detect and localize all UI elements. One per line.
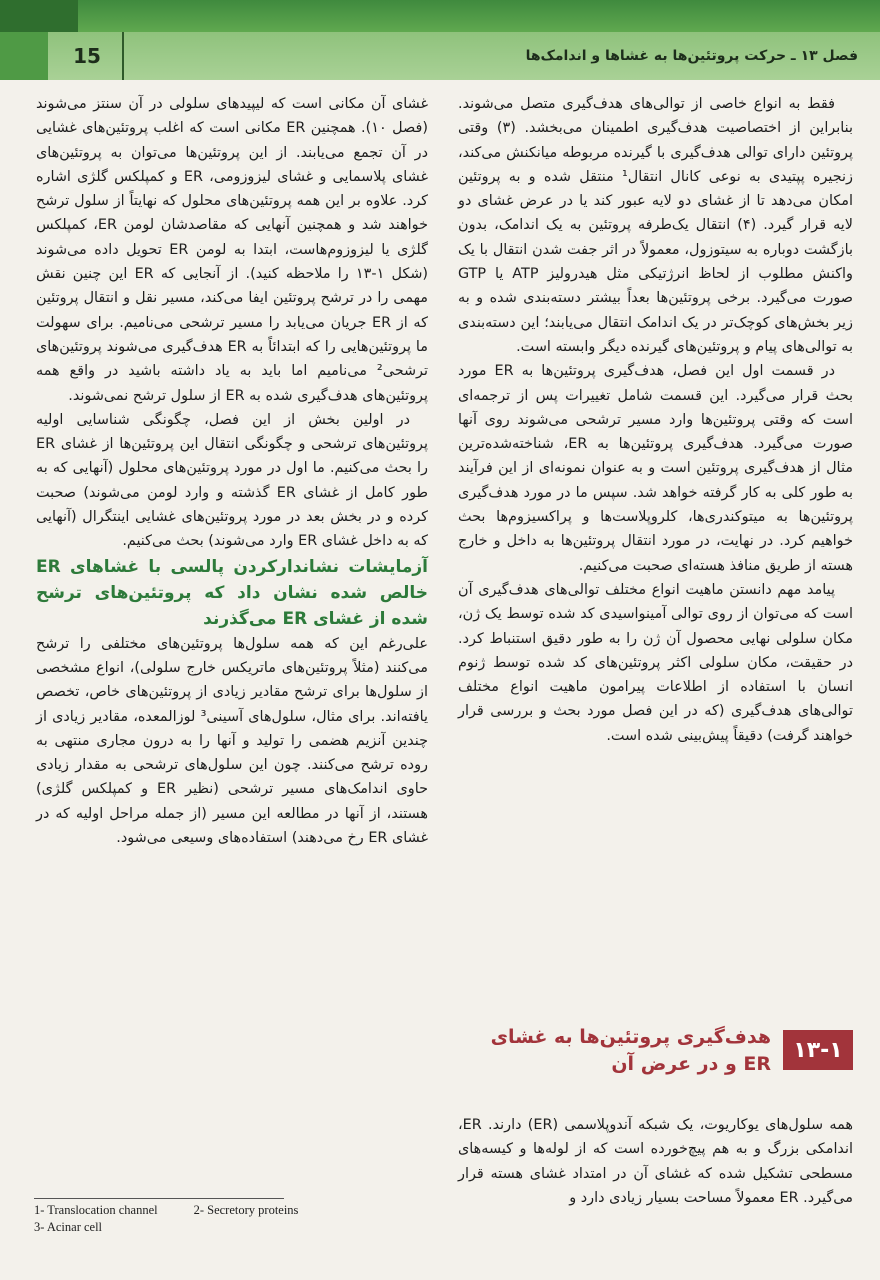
chapter-title: فصل ۱۳ ـ حرکت پروتئین‌ها به غشاها و اندامک‌ها xyxy=(525,48,858,64)
paragraph: غشای آن مکانی است که لیپیدهای سلولی در آن سنتز می‌شوند (فصل ۱۰). همچنین ER مکانی است که اغلب پروتئین‌های غشایی در آن تجمع می‌یابند. از این پروتئین‌ها می‌توان به پروتئین‌های غشای پلاسمایی و غشای لیزوزومی، ER و کمپلکس گلژی اشاره کرد. علاوه بر این همه پروتئین‌های محلول که نهایتاً از سلول ترشح خواهند شد و همچنین آنهایی که مقاصدشان لومن ER، کمپلکس گلژی یا لیزوزوم‌هاست، ابتدا به لومن ER تحویل داده می‌شوند (شکل ۱-۱۳ را ملاحظه کنید). از آنجایی که ER این چنین نقش مهمی را در ترشح پروتئین ایفا می‌کند، مسیر نقل و انتقال پروتئین که از ER جریان می‌یابد را مسیر ترشحی می‌نامیم. برای سهولت ما پروتئین‌هایی را که ابتدائاً به ER هدف‌گیری می‌شوند پروتئین‌های ترشحی² می‌نامیم اما باید به یاد داشته باشید در واقع همه پروتئین‌های هدف‌گیری شده به ER از سلول ترشح نمی‌شوند. xyxy=(36,96,429,404)
paragraph: در قسمت اول این فصل، هدف‌گیری پروتئین‌ها به ER مورد بحث قرار می‌گیرد. این قسمت شامل تغییرات پس از ترجمه‌ای است که وقتی پروتئین‌ها وارد مسیر ترشحی می‌شوند روی آنها صورت می‌گیرد. هدف‌گیری پروتئین‌ها به ER، شناخته‌شده‌ترین مثال از هدف‌گیری پروتئین است و به عنوان نمونه‌ای از این فرآیند به طور کلی به کار گرفته خواهد شد. سپس ما در مورد هدف‌گیری پروتئین‌ها به میتوکندری‌ها، کلروپلاست‌ها و پراکسیزوم‌ها بحث خواهیم کرد. در نهایت، در مورد انتقال پروتئین‌ها به داخل و خارج هسته از طریق منافذ هسته‌ای صحبت می‌کنیم. xyxy=(458,363,853,574)
section-title: هدف‌گیری پروتئین‌ها به غشای ER و در عرض آن xyxy=(490,1026,771,1075)
section-number: ۱۳-۱ xyxy=(783,1030,853,1070)
paragraph: در اولین بخش از این فصل، چگونگی شناسایی اولیه پروتئین‌های ترشحی و چگونگی انتقال این پروتئین‌ها از غشای ER را بحث می‌کنیم. ما اول در مورد پروتئین‌های محلول (آنهایی که به طور کامل از غشای ER گذشته و وارد لومن می‌شوند) صحبت کرده و در بخش بعد در مورد پروتئین‌های غشایی اینتگرال (آنهایی که به داخل غشای ER وارد می‌شوند) بحث می‌کنیم. xyxy=(36,411,428,550)
paragraph: پیامد مهم دانستن ماهیت انواع مختلف توالی‌های هدف‌گیری آن است که می‌توان از روی توالی آمینواسیدی کد شده توسط یک ژن، مکان سلولی نهایی محصول آن ژن را به طور دقیق استنباط کرد. در حقیقت، مکان سلولی اکثر پروتئین‌های کد شده توسط ژنوم انسان با استفاده از اطلاعات پیرامون ماهیت انواع مختلف توالی‌های هدف‌گیری (که در این فصل مورد بحث و بررسی قرار خواهند گرفت) دقیقاً پیش‌بینی شده است. xyxy=(458,581,853,744)
subheading: آزمایشات نشاندارکردن پالسی با غشاهای ER خالص شده نشان داد که پروتئین‌های ترشح شده از غشای ER می‌گذرند xyxy=(36,556,428,629)
paragraph: همه سلول‌های یوکاریوت، یک شبکه آندوپلاسمی (ER) دارند. ER، اندامکی بزرگ و به هم پیچ‌خورده است که از لوله‌ها و کیسه‌های مسطحی تشکیل شده که غشای آن در امتداد غشای هسته قرار می‌گیرد. ER معمولاً مساحت بسیار زیادی دارد و xyxy=(458,1117,853,1206)
right-column xyxy=(458,92,853,748)
footnote-3: 3- Acinar cell xyxy=(34,1220,103,1234)
left-column xyxy=(36,92,428,850)
header-stripe xyxy=(0,32,48,80)
page-number: 15 xyxy=(52,32,124,80)
top-band-dark xyxy=(0,0,78,32)
section-heading xyxy=(458,1024,853,1104)
right-column-bottom xyxy=(458,1113,853,1210)
footnote-1: 1- Translocation channel xyxy=(34,1203,158,1217)
footnote-rule xyxy=(34,1198,284,1199)
footnotes xyxy=(34,1198,404,1236)
page-header xyxy=(0,32,880,80)
paragraph: علی‌رغم این که همه سلول‌ها پروتئین‌های مختلفی را ترشح می‌کنند (مثلاً پروتئین‌های ماتریکس خارج سلولی)، انواع مشخصی از سلول‌ها برای ترشح مقادیر زیادی از پروتئین‌های خاص، تخصص یافته‌اند. برای مثال، سلول‌های آسینی³ لوزالمعده، مقادیر زیادی از چندین آنزیم هضمی را تولید و آنها را به درون مجاری منتهی به روده ترشح می‌کنند. چون این سلول‌های ترشحی به مقدار زیادی حاوی اندامک‌های مسیر ترشحی (نظیر ER و کمپلکس گلژی) هستند، از آنها در مطالعه این مسیر (از جمله مراحل اولیه که در غشای ER رخ می‌دهند) استفاده‌های وسیعی می‌شود. xyxy=(36,635,429,847)
paragraph: فقط به انواع خاصی از توالی‌های هدف‌گیری متصل می‌شوند. بنابراین از اختصاصیت هدف‌گیری اطمینان می‌بخشد. (۳) وقتی پروتئین دارای توالی هدف‌گیری با گیرنده مربوطه میانکنش می‌کند، زنجیره پپتیدی به نوعی کانال انتقال¹ منتقل شده و به پروتئین امکان می‌دهد تا از غشای دو لایه عبور کند یا در عرض غشای دو لایه قرار گیرد. (۴) انتقال یک‌طرفه پروتئین به یک اندامک، بدون بازگشت دوباره به سیتوزول، معمولاً در اثر جفت شدن انتقال با یک واکنش مطلوب از لحاظ انرژتیکی مثل هیدرولیز ATP یا GTP صورت می‌گیرد. برخی پروتئین‌ها بعداً بیشتر دسته‌بندی شده و به زیر بخش‌های کوچک‌تر در یک اندامک انتقال می‌یابند؛ این دسته‌بندی به توالی‌های پیام و پروتئین‌های گیرنده دیگر وابسته است. xyxy=(458,96,854,355)
footnote-2: 2- Secretory proteins xyxy=(193,1203,299,1217)
top-color-band xyxy=(0,0,880,32)
